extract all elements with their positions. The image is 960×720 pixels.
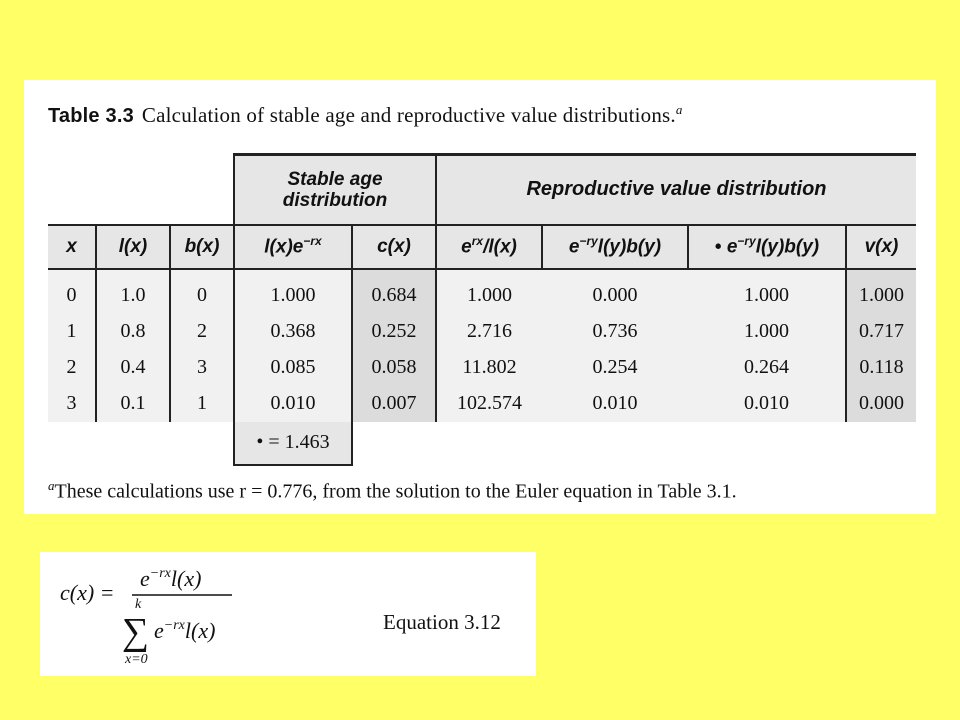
cell-bx: 2 — [170, 314, 234, 350]
cell-vx: 1.000 — [846, 269, 916, 314]
cell-erx-over-lx: 1.000 — [436, 269, 542, 314]
life-table — [48, 153, 916, 466]
cell-lx-erx: 0.010 — [234, 386, 352, 422]
cell-cx: 0.684 — [352, 269, 436, 314]
cell-erx-over-lx: 102.574 — [436, 386, 542, 422]
table-row — [48, 314, 916, 350]
cell-lx: 0.1 — [96, 386, 170, 422]
cell-lx: 0.8 — [96, 314, 170, 350]
col-cx: c(x) — [352, 225, 436, 269]
cell-ery-ly-by: 0.010 — [542, 386, 688, 422]
total-spacer — [48, 422, 234, 465]
cell-cx: 0.007 — [352, 386, 436, 422]
equation-denominator: $e^{-rx}l(x)$ — [154, 618, 216, 643]
equation-lhs: c(x) = — [60, 580, 115, 605]
cell-vx: 0.118 — [846, 350, 916, 386]
cell-erx-over-lx: 11.802 — [436, 350, 542, 386]
table-row — [48, 386, 916, 422]
footnote-marker: a — [48, 478, 55, 493]
col-ery-ly-by: $e^{-ry}l(y)b(y)$ — [542, 225, 688, 269]
table-panel — [24, 80, 936, 514]
cell-vx: 0.000 — [846, 386, 916, 422]
table-row — [48, 269, 916, 314]
cell-x: 1 — [48, 314, 96, 350]
stable-age-total: • = 1.463 — [234, 422, 352, 465]
cell-sum-ery-ly-by: 1.000 — [688, 314, 846, 350]
cell-ery-ly-by: 0.254 — [542, 350, 688, 386]
sum-upper-limit: k — [135, 597, 142, 612]
cell-x: 3 — [48, 386, 96, 422]
cell-bx: 0 — [170, 269, 234, 314]
table-body — [48, 269, 916, 465]
col-x: x — [48, 225, 96, 269]
header-empty — [48, 155, 234, 225]
col-erx-over-lx: $e^{rx}/l(x)$ — [436, 225, 542, 269]
cell-x: 0 — [48, 269, 96, 314]
cell-lx-erx: 0.368 — [234, 314, 352, 350]
table-footnote — [48, 478, 737, 504]
caption-text: Calculation of stable age and reproductive value distributions. — [141, 103, 676, 127]
cell-sum-ery-ly-by: 0.264 — [688, 350, 846, 386]
equation-panel — [40, 552, 536, 676]
col-lx: l(x) — [96, 225, 170, 269]
col-vx: v(x) — [846, 225, 916, 269]
cell-lx: 0.4 — [96, 350, 170, 386]
cell-x: 2 — [48, 350, 96, 386]
cell-lx-erx: 1.000 — [234, 269, 352, 314]
table-caption — [48, 102, 683, 128]
group-reproductive-value: Reproductive value distribution — [436, 155, 916, 225]
cell-erx-over-lx: 2.716 — [436, 314, 542, 350]
col-lx-erx: $l(x)e^{-rx}$ — [234, 225, 352, 269]
cell-sum-ery-ly-by: 0.010 — [688, 386, 846, 422]
cell-sum-ery-ly-by: 1.000 — [688, 269, 846, 314]
table-label: Table 3.3 — [48, 105, 134, 127]
cell-lx: 1.0 — [96, 269, 170, 314]
group-stable-age — [234, 155, 436, 225]
cell-lx-erx: 0.085 — [234, 350, 352, 386]
equation-numerator: $e^{-rx}l(x)$ — [140, 566, 202, 591]
table-row — [48, 350, 916, 386]
cell-bx: 1 — [170, 386, 234, 422]
cell-vx: 0.717 — [846, 314, 916, 350]
equation-label: Equation 3.12 — [383, 610, 501, 634]
group-stable-line1: Stable age — [287, 168, 383, 190]
sum-lower-limit: x=0 — [125, 652, 148, 667]
total-spacer-right — [352, 422, 916, 465]
caption-marker: a — [675, 102, 683, 117]
cell-cx: 0.058 — [352, 350, 436, 386]
col-sum-ery-ly-by: • $e^{-ry}l(y)b(y)$ — [688, 225, 846, 269]
cell-ery-ly-by: 0.736 — [542, 314, 688, 350]
cell-bx: 3 — [170, 350, 234, 386]
footnote-text: These calculations use r = 0.776, from the solution to the Euler equation in Table 3.1. — [54, 480, 737, 503]
group-stable-line2: distribution — [282, 189, 388, 211]
cell-ery-ly-by: 0.000 — [542, 269, 688, 314]
sigma-icon: ∑ — [122, 611, 150, 653]
col-bx: b(x) — [170, 225, 234, 269]
cell-cx: 0.252 — [352, 314, 436, 350]
